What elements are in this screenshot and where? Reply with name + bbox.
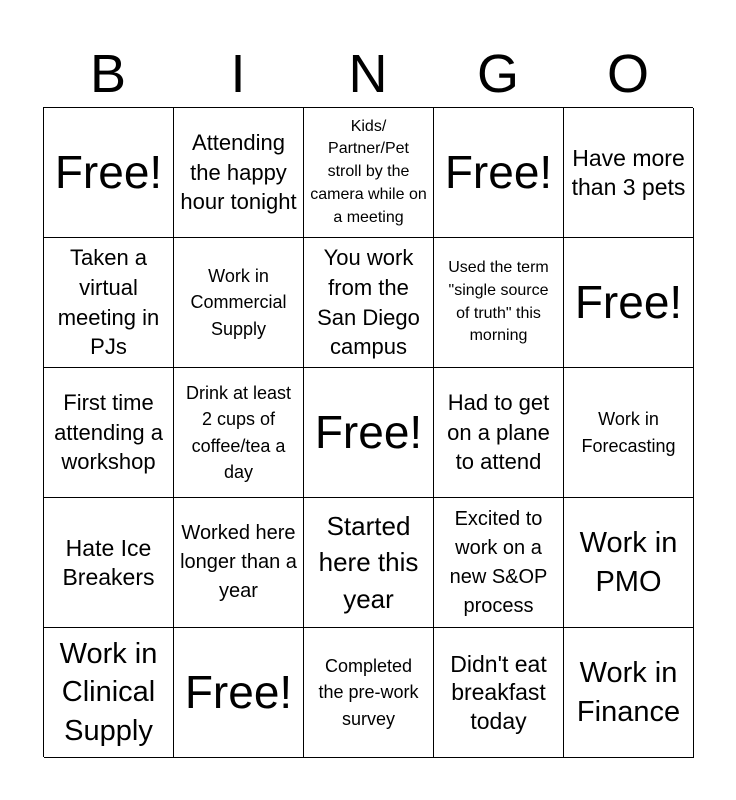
bingo-cell[interactable]: Free! — [174, 628, 304, 758]
bingo-header — [43, 40, 693, 108]
bingo-cell[interactable]: Free! — [44, 108, 174, 238]
bingo-cell[interactable]: Have more than 3 pets — [564, 108, 694, 238]
bingo-cell[interactable]: Work in Finance — [564, 628, 694, 758]
bingo-cell[interactable]: Work in Forecasting — [564, 368, 694, 498]
header-letter-b: B — [89, 44, 127, 104]
bingo-cell[interactable]: Taken a virtual meeting in PJs — [44, 238, 174, 368]
bingo-cell[interactable]: Worked here longer than a year — [174, 498, 304, 628]
header-letter-i: I — [230, 44, 246, 104]
header-letter-g: G — [476, 44, 519, 104]
header-letter-o: O — [606, 44, 649, 104]
bingo-cell[interactable]: Used the term "single source of truth" this morning — [434, 238, 564, 368]
bingo-cell[interactable]: Work in Commercial Supply — [174, 238, 304, 368]
bingo-cell[interactable]: Started here this year — [304, 498, 434, 628]
bingo-cell[interactable]: Hate Ice Breakers — [44, 498, 174, 628]
bingo-cell[interactable]: Work in Clinical Supply — [44, 628, 174, 758]
bingo-cell[interactable]: First time attending a workshop — [44, 368, 174, 498]
bingo-cell[interactable]: Kids/ Partner/Pet stroll by the camera while on a meeting — [304, 108, 434, 238]
bingo-cell[interactable]: Had to get on a plane to attend — [434, 368, 564, 498]
bingo-cell[interactable]: You work from the San Diego campus — [304, 238, 434, 368]
bingo-cell[interactable]: Completed the pre-work survey — [304, 628, 434, 758]
bingo-cell[interactable]: Excited to work on a new S&OP process — [434, 498, 564, 628]
bingo-cell[interactable]: Free! — [564, 238, 694, 368]
header-letter-n: N — [348, 44, 388, 104]
bingo-cell[interactable]: Didn't eat breakfast today — [434, 628, 564, 758]
bingo-cell[interactable]: Attending the happy hour tonight — [174, 108, 304, 238]
bingo-cell[interactable]: Free! — [434, 108, 564, 238]
bingo-cell[interactable]: Work in PMO — [564, 498, 694, 628]
bingo-board — [43, 107, 693, 757]
bingo-cell[interactable]: Drink at least 2 cups of coffee/tea a day — [174, 368, 304, 498]
bingo-cell[interactable]: Free! — [304, 368, 434, 498]
